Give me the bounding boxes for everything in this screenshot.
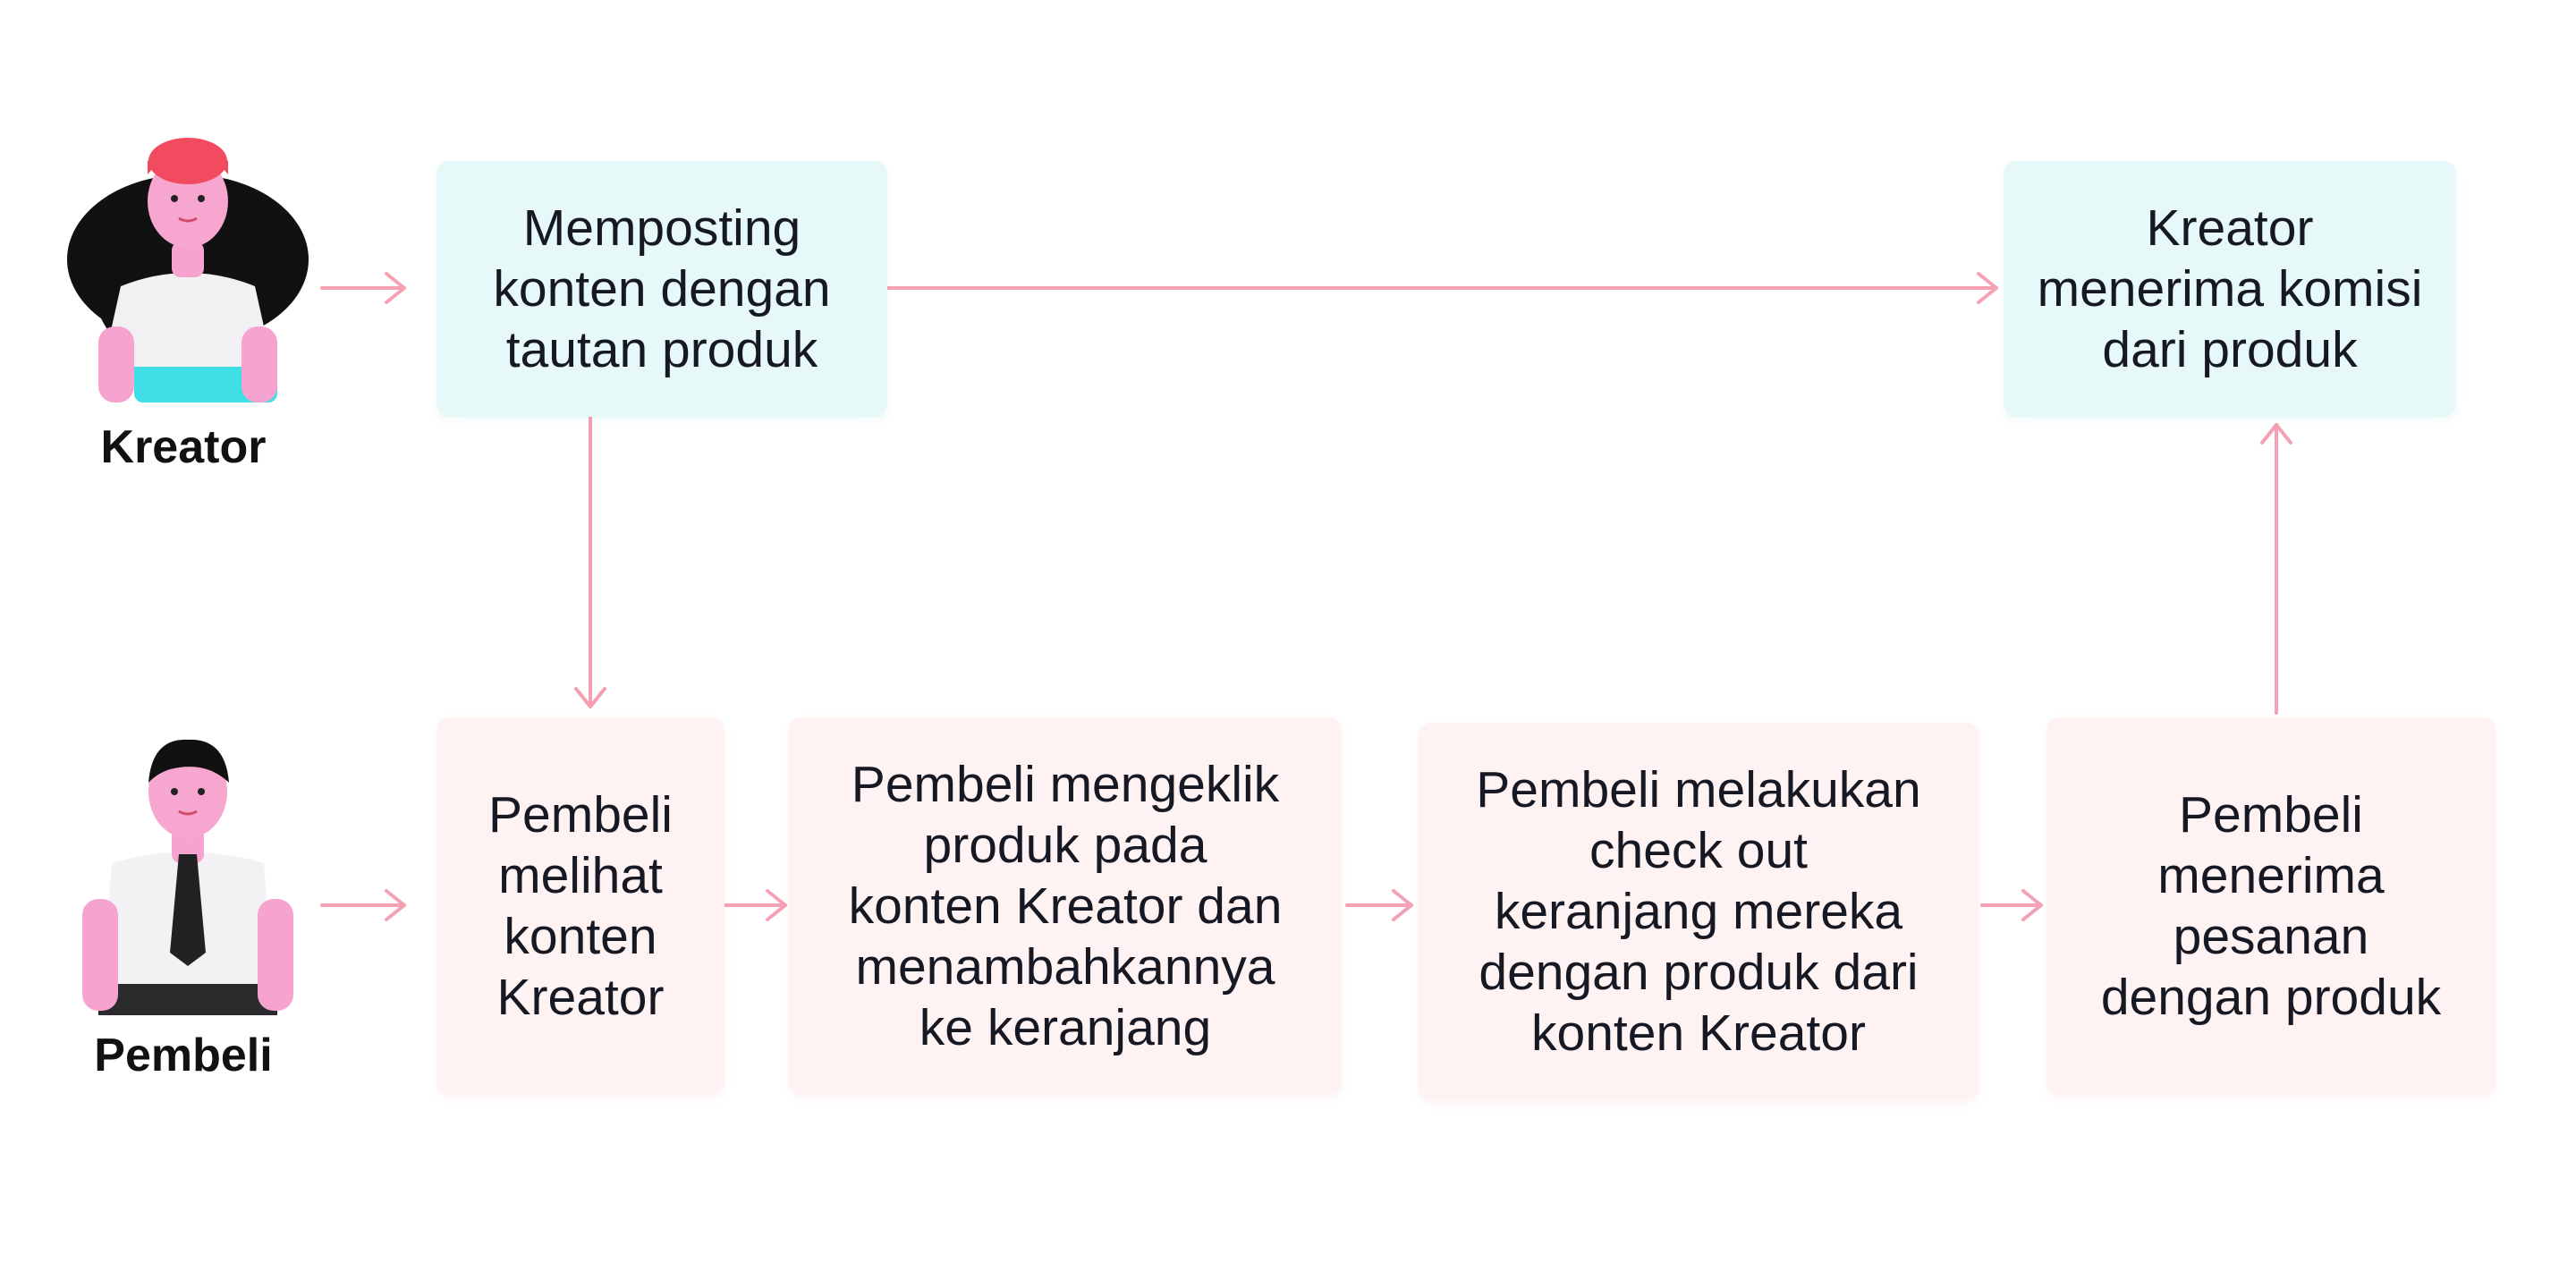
node-click-product-text: Pembeli mengeklik produk pada konten Kreator dan menambahkannya ke keranjang <box>848 756 1283 1056</box>
node-receive-commission-text: Kreator menerima komisi dari produk <box>2037 199 2423 378</box>
node-checkout-text: Pembeli melakukan check out keranjang mereka dengan produk dari konten Kreator <box>1476 761 1921 1062</box>
node-view-content-text: Pembeli melihat konten Kreator <box>488 786 673 1026</box>
node-click-product <box>789 717 1342 1095</box>
creator-label: Kreator <box>100 421 267 473</box>
node-checkout <box>1419 723 1979 1100</box>
node-view-content <box>436 717 724 1095</box>
node-post-content <box>436 161 887 417</box>
buyer-label: Pembeli <box>94 1030 273 1081</box>
node-post-content-text: Memposting konten dengan tautan produk <box>493 199 831 378</box>
node-receive-order <box>2046 717 2496 1095</box>
node-receive-commission <box>2004 161 2456 417</box>
node-receive-order-text: Pembeli menerima pesanan dengan produk <box>2100 786 2442 1026</box>
